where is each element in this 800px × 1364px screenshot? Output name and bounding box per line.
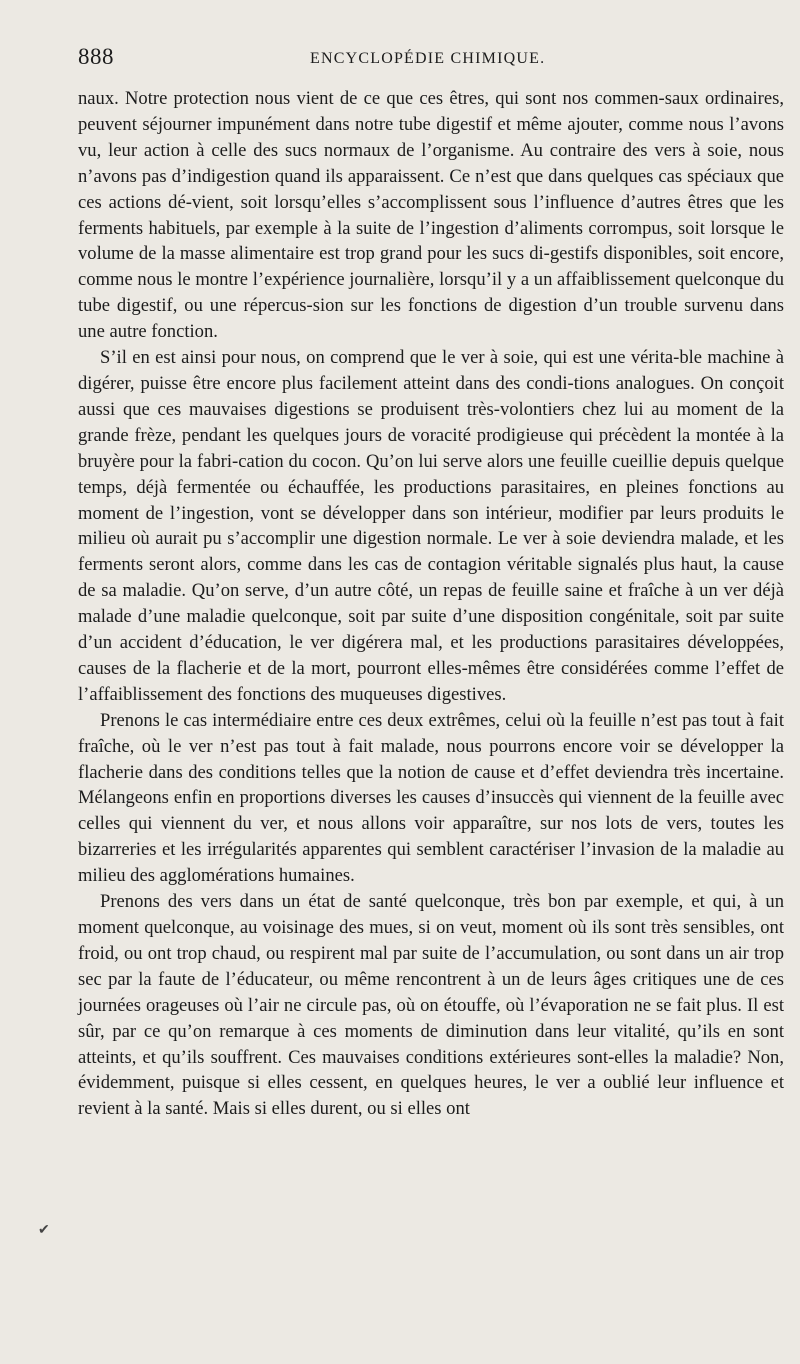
paragraph-silkworm-digestion: S’il en est ainsi pour nous, on comprend que le ver à soie, qui est une vérita-ble machine à digérer, puisse être encore plus facilement atteint dans des condi-tions analogues. On conçoit aussi que ces mauvaises digestions se produisent très-volontiers chez lui au moment de la grande frèze, pendant les quelques jours de voracité prodigieuse qui précèdent la montée à la bruyère pour la fabri-cation du cocon. Qu’on lui serve alors une feuille cueillie depuis quelque temps, déjà fermentée ou échauffée, les productions parasitaires, en pleines fonctions au moment de l’ingestion, vont se développer dans son intérieur, modifier par leurs produits le milieu où aurait pu s’accomplir une digestion normale. Le ver à soie deviendra malade, et les ferments seront alors, comme dans les cas de contagion véritable signalés plus haut, la cause de sa maladie. Qu’on serve, d’un autre côté, un repas de feuille saine et fraîche à un ver déjà malade d’une maladie quelconque, soit par suite d’une disposition congénitale, soit par suite d’un accident d’éducation, le ver digérera mal, et les productions parasitaires développées, causes de la flacherie et de la mort, pourront elles-mêmes être considérées comme l’effet de l’affaiblissement des fonctions des muqueuses digestives. [78, 347, 784, 705]
paragraph-health-conditions: Prenons des vers dans un état de santé quelconque, très bon par exemple, et qui, à un moment quelconque, au voisinage des mues, si on veut, moment où ils sont très sensibles, ont froid, ou ont trop chaud, ou respirent mal par suite de l’accumulation, ou sont dans un air trop sec par la faute de l’éducateur, ou même rencontrent à un de leurs âges critiques une de ces journées orageuses où l’air ne circule pas, où on étouffe, où l’évaporation ne se fait plus. Il est sûr, par ce qu’on remarque à ces moments de diminution dans leur vitalité, qu’ils en sont atteints, et qu’ils souffrent. Ces mauvaises conditions extérieures sont-elles la maladie? Non, évidemment, puisque si elles cessent, en quelques heures, le ver a oublié leur influence et revient à la santé. Mais si elles durent, ou si elles ont [78, 891, 784, 1120]
running-title: ENCYCLOPÉDIE CHIMIQUE. [310, 50, 546, 67]
paragraph-intermediate-case: Prenons le cas intermédiaire entre ces deux extrêmes, celui où la feuille n’est pas tout à fait fraîche, où le ver n’est pas tout à fait malade, nous pourrons encore voir se développer la flacherie dans des conditions telles que la notion de cause et d’effet deviendra très incertaine. Mélangeons enfin en proportions diverses les causes d’insuccès qui viennent de la feuille avec celles qui viennent du ver, et nous allons voir apparaître, sur nos lots de vers, toutes les bizarreries et les irrégularités apparentes qui semblent caractériser l’invasion de la maladie au milieu des agglomérations humaines. [78, 709, 784, 887]
page-header [78, 44, 778, 76]
body-text [78, 86, 784, 1122]
paragraph-continuation: naux. Notre protection nous vient de ce que ces êtres, qui sont nos commen-saux ordinaires, peuvent séjourner impunément dans notre tube digestif et même ajouter, comme nous l’avons vu, leur action à celle des sucs normaux de l’organisme. Au contraire des vers à soie, nous n’avons pas d’indigestion quand ils apparaissent. Ce n’est que dans quelques cas spéciaux que ces actions dé-vient, soit lorsqu’elles s’accomplissent sous l’influence d’autres êtres que les ferments habituels, par exemple à la suite de l’ingestion d’aliments corrompus, soit lorsque le volume de la masse alimentaire est trop grand pour les sucs di-gestifs disponibles, soit encore, comme nous le montre l’expérience journalière, lorsqu’il y a un affaiblissement quelconque du tube digestif, ou une répercus-sion sur les fonctions de digestion d’un trouble survenu dans une autre fonction. [78, 88, 784, 343]
page-number: 888 [78, 44, 114, 69]
margin-mark-icon: ✔ [38, 1223, 50, 1238]
